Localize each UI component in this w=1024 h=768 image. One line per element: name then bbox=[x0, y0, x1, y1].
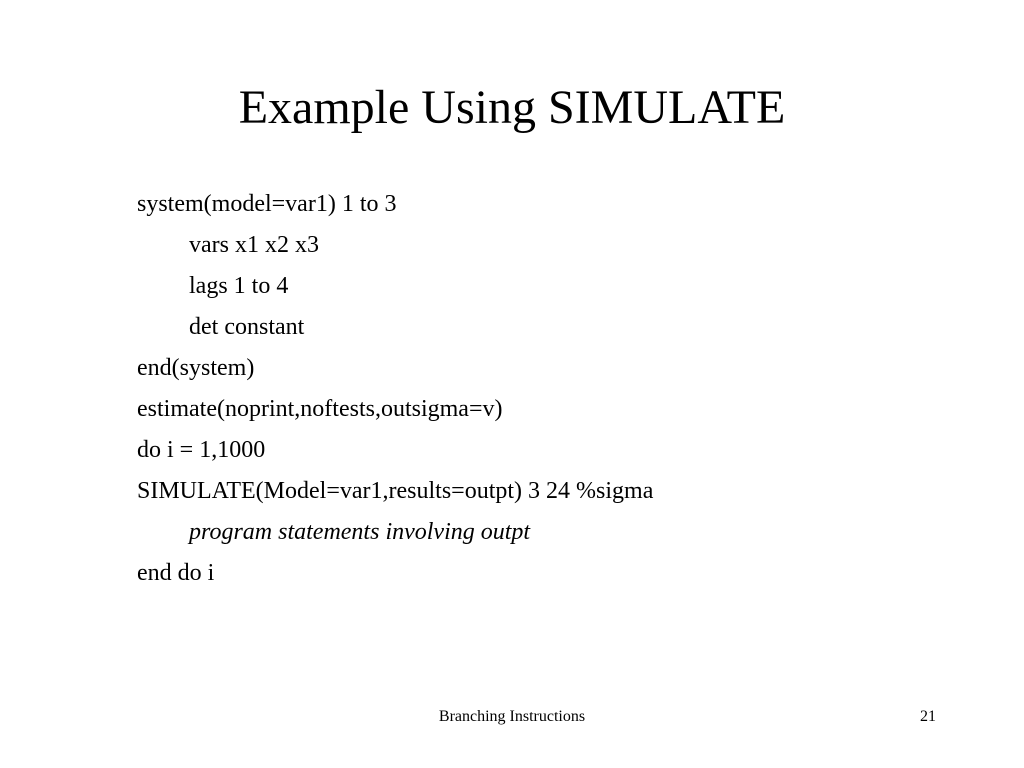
code-line: det constant bbox=[189, 314, 305, 340]
slide-title: Example Using SIMULATE bbox=[238, 81, 786, 134]
code-line: SIMULATE(Model=var1,results=outpt) 3 24 %sigma bbox=[137, 478, 654, 504]
code-line: estimate(noprint,noftests,outsigma=v) bbox=[137, 396, 503, 422]
code-line: lags 1 to 4 bbox=[189, 273, 289, 299]
code-line: vars x1 x2 x3 bbox=[189, 232, 319, 258]
code-line: end do i bbox=[137, 560, 215, 586]
code-line: end(system) bbox=[137, 355, 255, 381]
code-line: system(model=var1) 1 to 3 bbox=[137, 191, 397, 217]
code-line: do i = 1,1000 bbox=[137, 437, 266, 463]
code-listing bbox=[137, 184, 937, 594]
page-number: 21 bbox=[920, 708, 936, 725]
footer-title: Branching Instructions bbox=[438, 708, 586, 725]
code-line-comment: program statements involving outpt bbox=[189, 519, 531, 545]
